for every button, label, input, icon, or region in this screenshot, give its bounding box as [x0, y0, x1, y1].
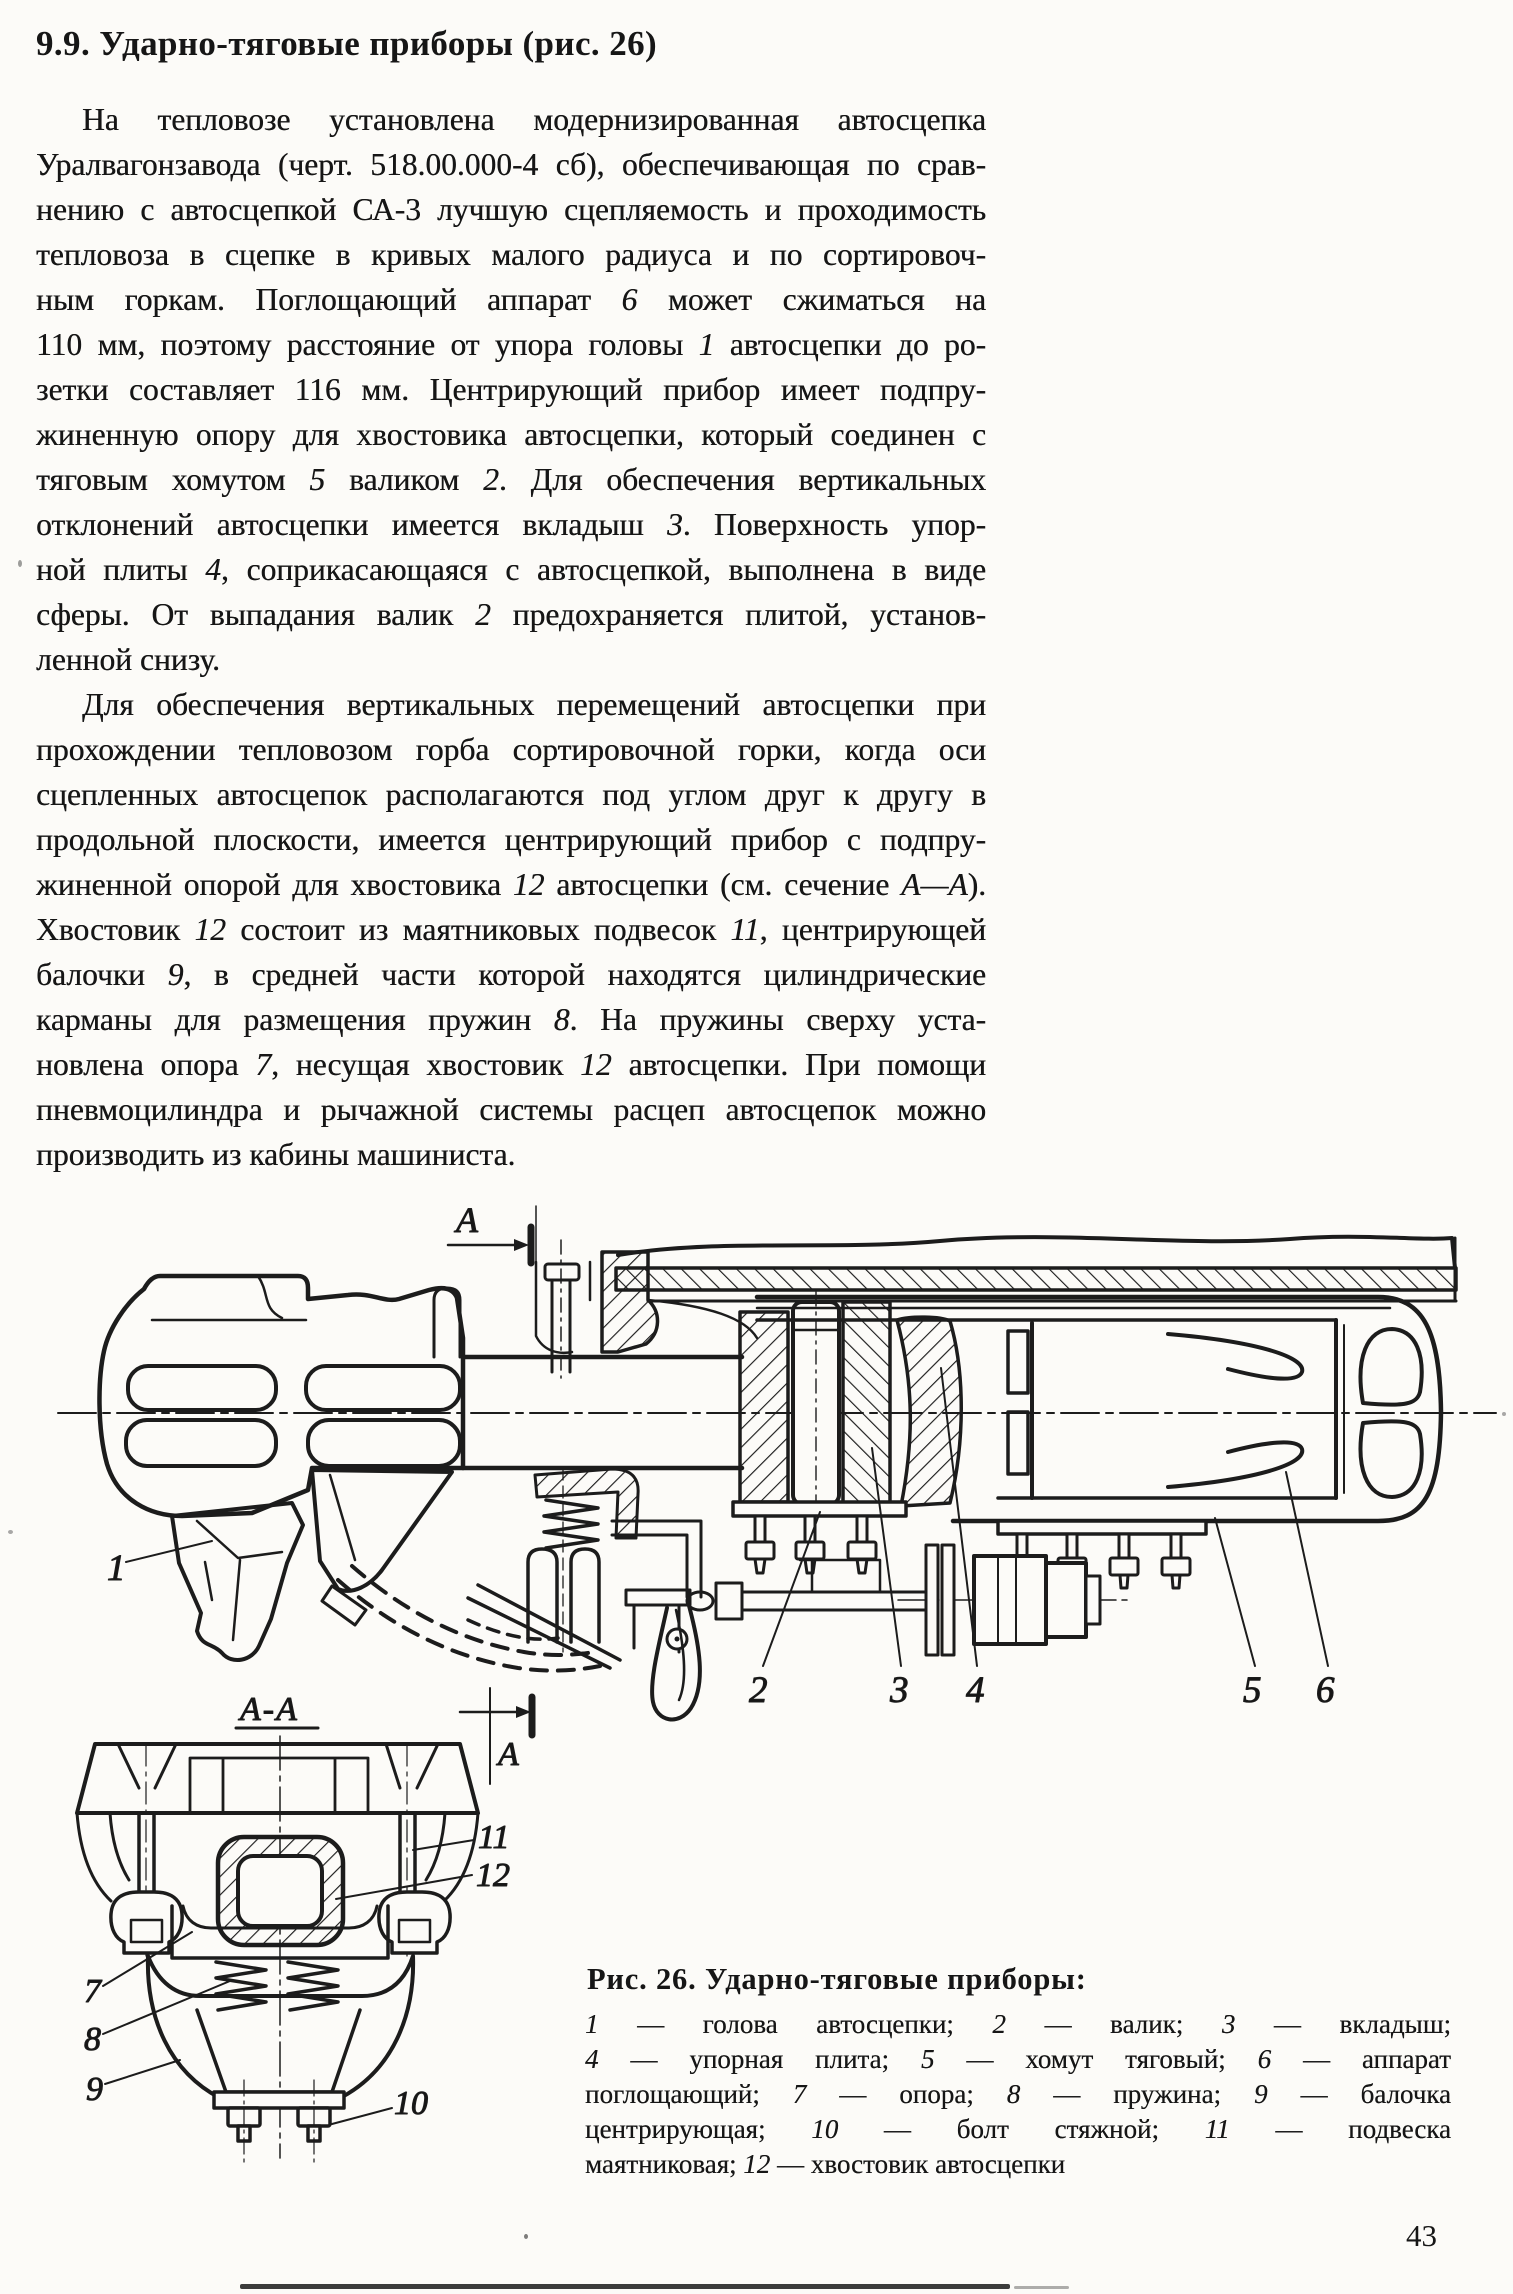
front-follower	[740, 1312, 788, 1502]
part-label-2: 2	[749, 1670, 768, 1711]
part-label-5: 5	[1243, 1670, 1262, 1711]
cut-marker-bottom	[460, 1688, 532, 1784]
part-label-11: 11	[478, 1819, 510, 1856]
section-view-AA	[77, 1691, 510, 2162]
cut-marker-top	[448, 1200, 536, 1284]
centering-spring	[544, 1500, 598, 1548]
pneumo-cylinder	[974, 1556, 1046, 1644]
text-line: 110 мм, поэтому расстояние от упора головы 1 автосцепки до ро-	[36, 327, 986, 362]
coupler-head	[99, 1276, 463, 1516]
scan-speck	[1502, 1412, 1506, 1416]
thrust-plate	[897, 1317, 961, 1506]
paragraph-1	[36, 97, 986, 682]
part-label-6: 6	[1316, 1670, 1335, 1711]
cut-letter-top: А	[456, 1200, 478, 1240]
text-line: Для обеспечения вертикальных перемещений автосцепки при	[82, 687, 986, 722]
part-label-8: 8	[84, 2021, 101, 2058]
part-label-1: 1	[107, 1548, 126, 1589]
figure-legend	[585, 2007, 1451, 2182]
paragraph-2	[36, 682, 986, 1177]
part-label-3: 3	[890, 1670, 909, 1711]
text-line: прохождении тепловозом горба сортировочной горки, когда оси	[36, 732, 986, 767]
text-line: производить из кабины машиниста.	[36, 1137, 516, 1172]
text-line: ным горкам. Поглощающий аппарат 6 может сжиматься на	[36, 282, 986, 317]
figure-caption	[585, 1962, 1451, 2182]
text-line: 1 — голова автосцепки; 2 — валик; 3 — вкладыш;	[585, 2009, 1451, 2039]
tie-bolts	[228, 2108, 330, 2141]
front-stop	[602, 1252, 658, 1352]
section-view-title: А-А	[240, 1691, 299, 1728]
text-line: Хвостовик 12 состоит из маятниковых подвесок 11, центрирующей	[36, 912, 987, 947]
text-line: тепловоза в сцепке в кривых малого радиуса и по сортировоч-	[36, 237, 986, 272]
text-line: На тепловозе установлена модернизированная автосцепка	[82, 102, 986, 137]
text-line: тяговым хомутом 5 валиком 2. Для обеспечения вертикальных	[36, 462, 986, 497]
scan-speck	[524, 2234, 528, 2239]
text-line: сцепленных автосцепок располагаются под углом друг к другу в	[36, 777, 986, 812]
text-line: новлена опора 7, несущая хвостовик 12 автосцепки. При помощи	[36, 1047, 986, 1082]
text-line: продольной плоскости, имеется центрирующий прибор с подпру-	[36, 822, 986, 857]
text-line: карманы для размещения пружин 8. На пружины сверху уста-	[36, 1002, 986, 1037]
wedge-vkladysh	[843, 1302, 890, 1504]
text-line: центрирующая; 10 — болт стяжной; 11 — подвеска	[585, 2114, 1451, 2144]
text-line: ленной снизу.	[36, 642, 220, 677]
figure-caption-title: Рис. 26. Ударно-тяговые приборы:	[587, 1962, 1087, 1996]
text-line: балочки 9, в средней части которой находятся цилиндрические	[36, 957, 986, 992]
cross-beam	[77, 1744, 478, 1813]
text-line: жиненную опору для хвостовика автосцепки, который соединен с	[36, 417, 986, 452]
part-label-10: 10	[394, 2085, 428, 2122]
text-line: жиненной опорой для хвостовика 12 автосцепки (см. сечение А—А).	[36, 867, 987, 902]
part-label-4: 4	[966, 1670, 985, 1711]
text-line: нению с автосцепкой СА-3 лучшую сцепляемость и проходимость	[36, 192, 986, 227]
scan-streak	[240, 2284, 1010, 2289]
springs	[216, 1962, 266, 2010]
page-number: 43	[1406, 2218, 1437, 2253]
scan-streak-2	[1014, 2286, 1069, 2289]
cut-letter-bottom: А	[498, 1736, 519, 1773]
text-line: отклонений автосцепки имеется вкладыш 3. Поверхность упор-	[36, 507, 986, 542]
text-line: ной плиты 4, соприкасающаяся с автосцепкой, выполнена в виде	[36, 552, 986, 587]
section-heading: 9.9. Ударно-тяговые приборы (рис. 26)	[36, 24, 658, 63]
text-line: 4 — упорная плита; 5 — хомут тяговый; 6 — аппарат	[585, 2044, 1451, 2074]
text-line: маятниковая; 12 — хвостовик автосцепки	[585, 2149, 1066, 2179]
scan-speck	[18, 560, 22, 567]
text-line: Уралвагонзавода (черт. 518.00.000-4 сб), обеспечивающая по срав-	[36, 147, 986, 182]
scan-speck	[8, 1530, 13, 1534]
part-label-12: 12	[476, 1857, 510, 1894]
part-label-9: 9	[86, 2071, 103, 2108]
part-label-7: 7	[84, 1973, 101, 2010]
text-line: сферы. От выпадания валик 2 предохраняется плитой, установ-	[36, 597, 986, 632]
text-line: зетки составляет 116 мм. Центрирующий прибор имеет подпру-	[36, 372, 986, 407]
text-line: поглощающий; 7 — опора; 8 — пружина; 9 — балочка	[585, 2079, 1451, 2109]
text-line: пневмоцилиндра и рычажной системы расцеп автосцепок можно	[36, 1092, 986, 1127]
frame-beam-hatch	[616, 1268, 1456, 1290]
